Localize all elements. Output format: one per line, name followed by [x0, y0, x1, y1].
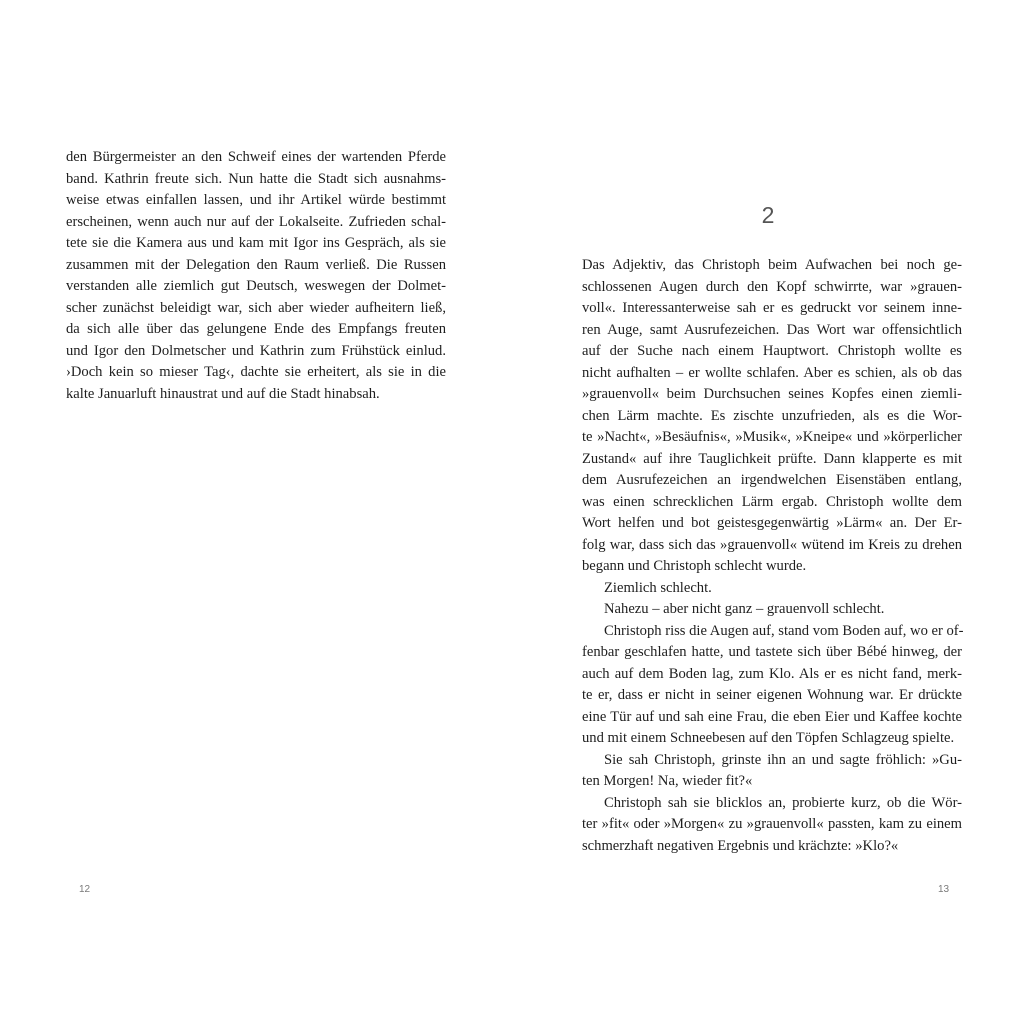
- text-line: Sie sah Christoph, grinste ihn an und sagte fröhlich: »Gu-: [604, 751, 962, 768]
- text-line: und Igor den Dolmetscher und Kathrin zum Frühstück einlud.: [66, 342, 446, 359]
- text-line: Nahezu – aber nicht ganz – grauenvoll schlecht.: [604, 601, 885, 617]
- text-line: band. Kathrin freute sich. Nun hatte die Stadt sich ausnahms-: [66, 170, 446, 187]
- text-line: folg war, dass sich das »grauenvoll« wütend im Kreis zu drehen: [582, 536, 962, 553]
- text-line: erscheinen, wenn auch nur auf der Lokalseite. Zufrieden schal-: [66, 213, 446, 230]
- page-number: 13: [938, 884, 950, 895]
- text-line: »grauenvoll« beim Durchsuchen seines Kopfes einen ziemli-: [582, 386, 962, 402]
- text-line: Christoph riss die Augen auf, stand vom Boden auf, wo er of-: [604, 622, 964, 639]
- text-line: verstanden alle ziemlich gut Deutsch, weswegen der Dolmet-: [66, 278, 446, 294]
- text-line: den Bürgermeister an den Schweif eines der wartenden Pferde: [66, 149, 446, 165]
- text-line: schmerzhaft negativen Ergebnis und krächzte: »Klo?«: [582, 837, 899, 854]
- text-line: Christoph sah sie blicklos an, probierte kurz, ob die Wör-: [604, 794, 962, 811]
- text-line: da sich alle über das gelungene Ende des Empfangs freuten: [66, 321, 446, 337]
- text-line: dem Ausrufezeichen an irgendwelchen Eisenstäben entlang,: [582, 472, 962, 488]
- text-line: zusammen mit der Delegation den Raum verließ. Die Russen: [66, 256, 446, 273]
- text-line: te er, dass er nicht in seiner eigenen Wohnung war. Er drückte: [582, 687, 962, 703]
- text-line: fenbar geschlafen hatte, und tastete sich über Bébé hinweg, der: [582, 644, 962, 660]
- text-line: ten Morgen! Na, wieder fit?«: [582, 773, 753, 789]
- text-line: schlossenen Augen durch den Kopf schwirrte, war »grauen-: [582, 278, 962, 295]
- text-line: Ziemlich schlecht.: [604, 579, 712, 596]
- text-line: Zustand« auf ihre Tauglichkeit prüfte. Dann klapperte es mit: [582, 450, 962, 467]
- chapter-number: 2: [761, 202, 775, 228]
- text-line: voll«. Interessanterweise sah er es gedruckt vor seinem inne-: [582, 300, 962, 316]
- text-line: ter »fit« oder »Morgen« zu »grauenvoll« passten, kam zu einem: [582, 816, 962, 832]
- text-line: chen Lärm machte. Es zischte unzufrieden, als es die Wor-: [582, 407, 962, 424]
- text-line: begann und Christoph schlecht wurde.: [582, 558, 807, 574]
- text-line: ›Doch kein so mieser Tag‹, dachte sie erheitert, als sie in die: [66, 364, 446, 380]
- text-line: Wort helfen und bot geistesgegenwärtig »Lärm« an. Der Er-: [582, 515, 962, 531]
- text-line: kalte Januarluft hinaustrat und auf die Stadt hinabsah.: [66, 385, 380, 402]
- text-line: nicht aufhalten – er wollte schlafen. Aber es schien, als ob das: [582, 364, 962, 381]
- text-line: auch auf dem Boden lag, zum Klo. Als er es nicht fand, merk-: [582, 665, 962, 682]
- text-line: weise etwas einfallen lassen, und ihr Artikel würde bestimmt: [66, 192, 446, 208]
- right-page: [512, 0, 1024, 1024]
- text-line: ren Auge, samt Ausrufezeichen. Das Wort war offensichtlich: [582, 321, 962, 338]
- text-line: eine Tür auf und sah eine Frau, die eben Eier und Kaffee kochte: [582, 708, 962, 725]
- text-line: scher zunächst beleidigt war, sich aber wieder aufheitern ließ,: [66, 299, 446, 316]
- text-line: tete sie die Kamera aus und kam mit Igor ins Gespräch, als sie: [66, 235, 446, 251]
- text-line: auf der Suche nach einem Hauptwort. Christoph wollte es: [582, 343, 962, 359]
- text-line: und mit einem Schneebesen auf den Töpfen Schlagzeug spielte.: [582, 730, 955, 746]
- text-line: was einen schrecklichen Lärm ergab. Christoph wollte dem: [582, 493, 962, 510]
- text-line: Das Adjektiv, das Christoph beim Aufwachen bei noch ge-: [582, 257, 962, 273]
- text-line: te »Nacht«, »Besäufnis«, »Musik«, »Kneipe« und »körperlicher: [582, 429, 962, 445]
- page-number: 12: [79, 884, 91, 895]
